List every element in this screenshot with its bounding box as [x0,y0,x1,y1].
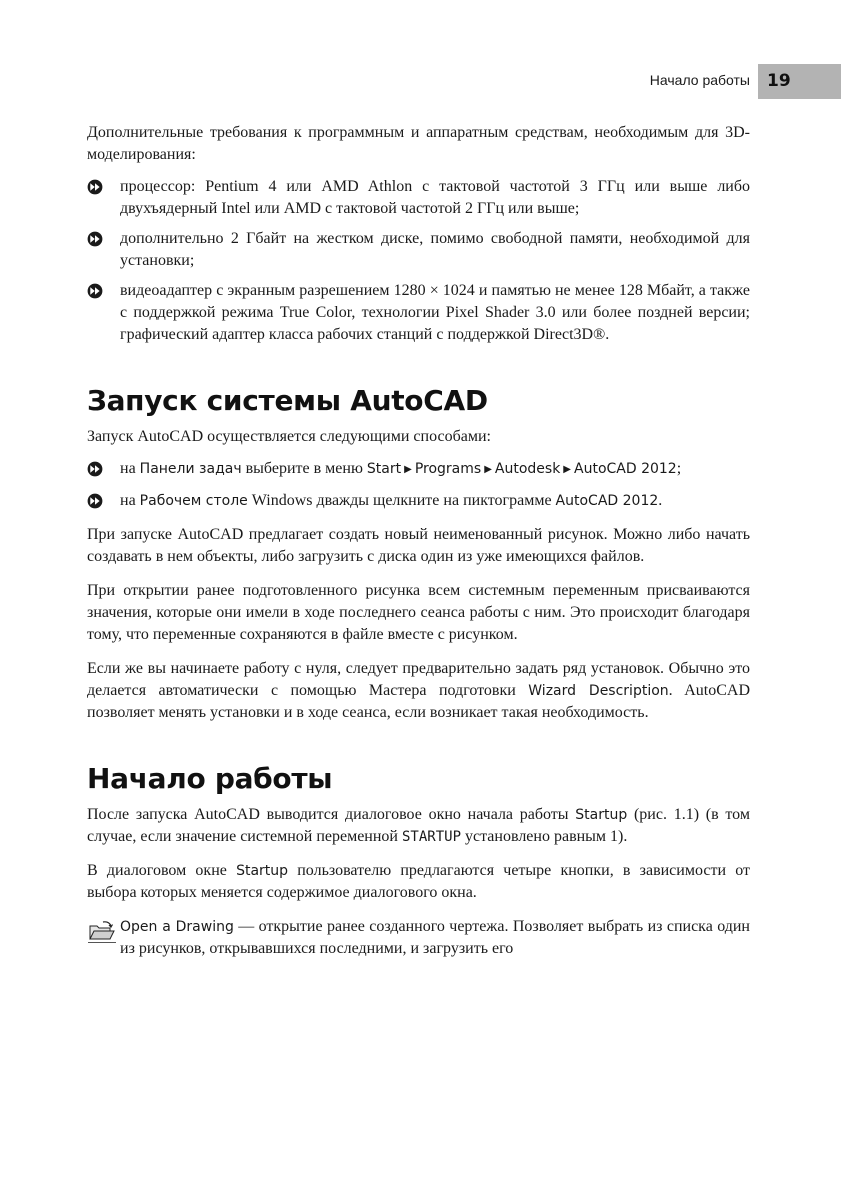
menu-arrow-icon: ▶ [404,464,412,475]
open-drawing-term: Open a Drawing [120,919,234,935]
list-item-text: дополнительно 2 Гбайт на жестком диске, помимо свободной памяти, необходимой для установки; [120,230,750,269]
bullet-arrow-icon [87,493,103,509]
text-run: Windows дважды щелкните на пиктограмме [247,492,556,509]
launch-paragraph-2: При открытии ранее подготовленного рисунка всем системным переменным присваиваются значения, которые они имели в ходе последнего сеанса работы с ним. Это происходит благодаря тому, что переменные сохраняются в файле вместе с рисунком. [87,582,750,643]
list-item [87,280,750,346]
menu-item-autodesk: Autodesk [494,461,561,477]
page-number: 19 [758,64,841,99]
launch-paragraph-3 [87,658,750,724]
text-run: После запуска AutoCAD выводится диалоговое окно начала работы [87,806,576,823]
list-item-text: видеоадаптер с экранным разрешением 1280 × 1024 и памятью не менее 128 Мбайт, а также с поддержкой режима True Color, технологии Pixel Shader 3.0 или более поздней версии; графический адаптер класса рабочих станций с поддержкой Direct3D®. [120,282,750,343]
text-run: Если же вы начинаете работу с нуля, следует предварительно задать ряд установок. Обычно это делается автоматически с помощью Мастера подготовки [87,660,750,699]
list-item [87,176,750,220]
text-run: . [658,492,663,509]
autocad-icon-term: AutoCAD 2012 [555,493,659,509]
open-folder-icon [87,920,117,944]
start-paragraph-1 [87,804,750,848]
list-item-text: процессор: Pentium 4 или AMD Athlon с тактовой частотой 3 ГГц или выше либо двухъядерный Intel или AMD с тактовой частотой 2 ГГц или выше; [120,178,750,217]
text-run: ; [676,460,682,477]
taskbar-term: Панели задач [139,461,242,477]
list-item [87,228,750,272]
text-run: выберите в меню [241,460,367,477]
section-heading-launch: Запуск системы AutoCAD [87,384,488,417]
start-paragraph-2 [87,860,750,904]
list-item [87,490,750,512]
launch-paragraph-1: При запуске AutoCAD предлагает создать новый неименованный рисунок. Можно либо начать создавать в нем объекты, либо загрузить с диска один из уже имеющихся файлов. [87,526,750,565]
list-item [87,458,750,482]
text-run: пользователю предлагаются четыре кнопки, в зависимости от выбора которых меняется содержимое диалогового окна. [87,862,750,901]
startup-term: Startup [575,807,628,823]
menu-path [367,461,677,477]
intro-paragraph: Дополнительные требования к программным и аппаратным средствам, необходимым для 3D-моделирования: [87,124,750,163]
text-run: установлено равным 1). [461,828,628,845]
menu-arrow-icon: ▶ [563,464,571,475]
bullet-arrow-icon [87,461,103,477]
wizard-term: Wizard Description [528,683,669,699]
text-run: на [120,460,140,477]
menu-arrow-icon: ▶ [484,464,492,475]
text-run: (рис. 1.1) (в том случае, если значение системной переменной [87,806,750,845]
launch-lead: Запуск AutoCAD осуществляется следующими способами: [87,428,491,445]
text-run: — открытие ранее созданного чертежа. Позволяет выбрать из списка один из рисунков, открывавшихся последними, и загрузить его [120,918,750,957]
text-run: . AutoCAD позволяет менять установки и в ходе сеанса, если возникает такая необходимость. [87,682,750,721]
page-content [87,122,750,972]
bullet-arrow-icon [87,231,103,247]
startup-term: Startup [236,863,289,879]
text-run: на [120,492,140,509]
open-drawing-paragraph [87,916,750,960]
menu-item-programs: Programs [414,461,482,477]
menu-item-autocad: AutoCAD 2012 [574,461,677,477]
running-title: Начало работы [649,72,750,88]
desktop-term: Рабочем столе [139,493,248,509]
bullet-arrow-icon [87,179,103,195]
menu-item-start: Start [366,461,402,477]
bullet-arrow-icon [87,283,103,299]
requirements-list [87,176,750,346]
section-heading-start: Начало работы [87,762,333,795]
launch-methods-list [87,458,750,512]
startup-variable: STARTUP [402,829,462,845]
text-run: В диалоговом окне [87,862,237,879]
